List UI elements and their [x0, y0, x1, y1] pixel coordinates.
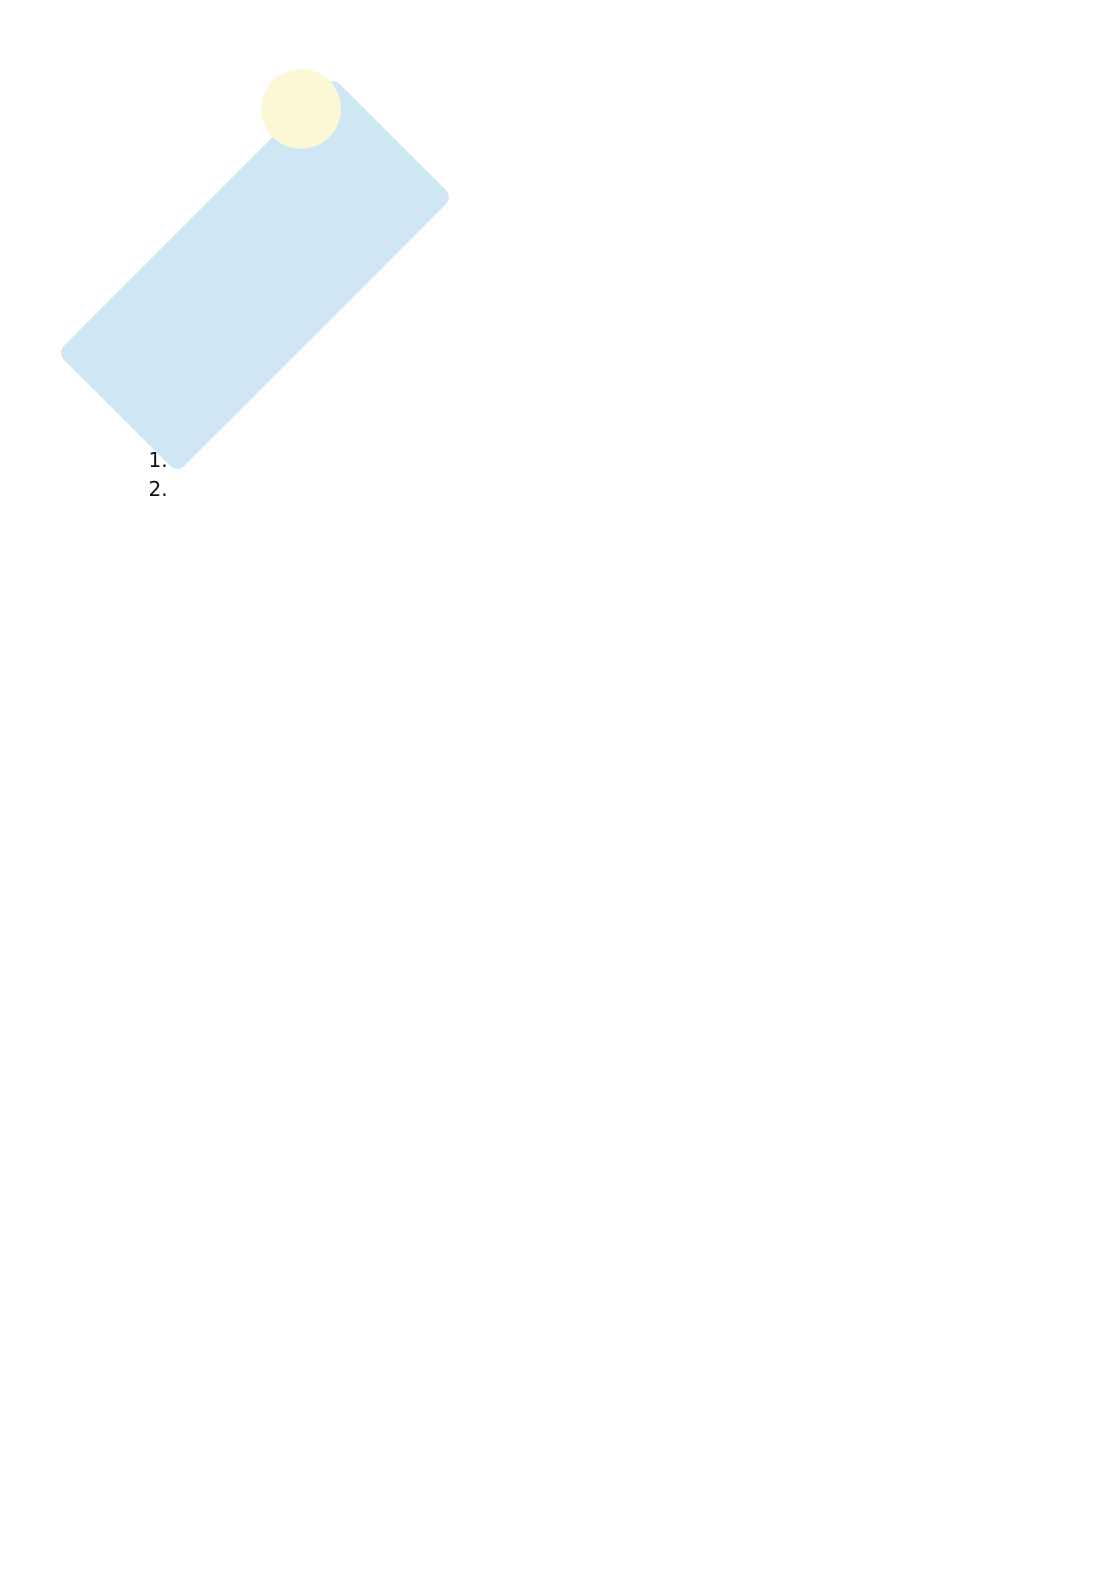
document-body — [108, 129, 1002, 556]
market-demand-charts — [152, 141, 852, 381]
figure-3-3 — [108, 141, 1002, 446]
list-item — [174, 475, 1002, 504]
list-item — [174, 446, 1002, 475]
observations-list — [108, 446, 1002, 503]
